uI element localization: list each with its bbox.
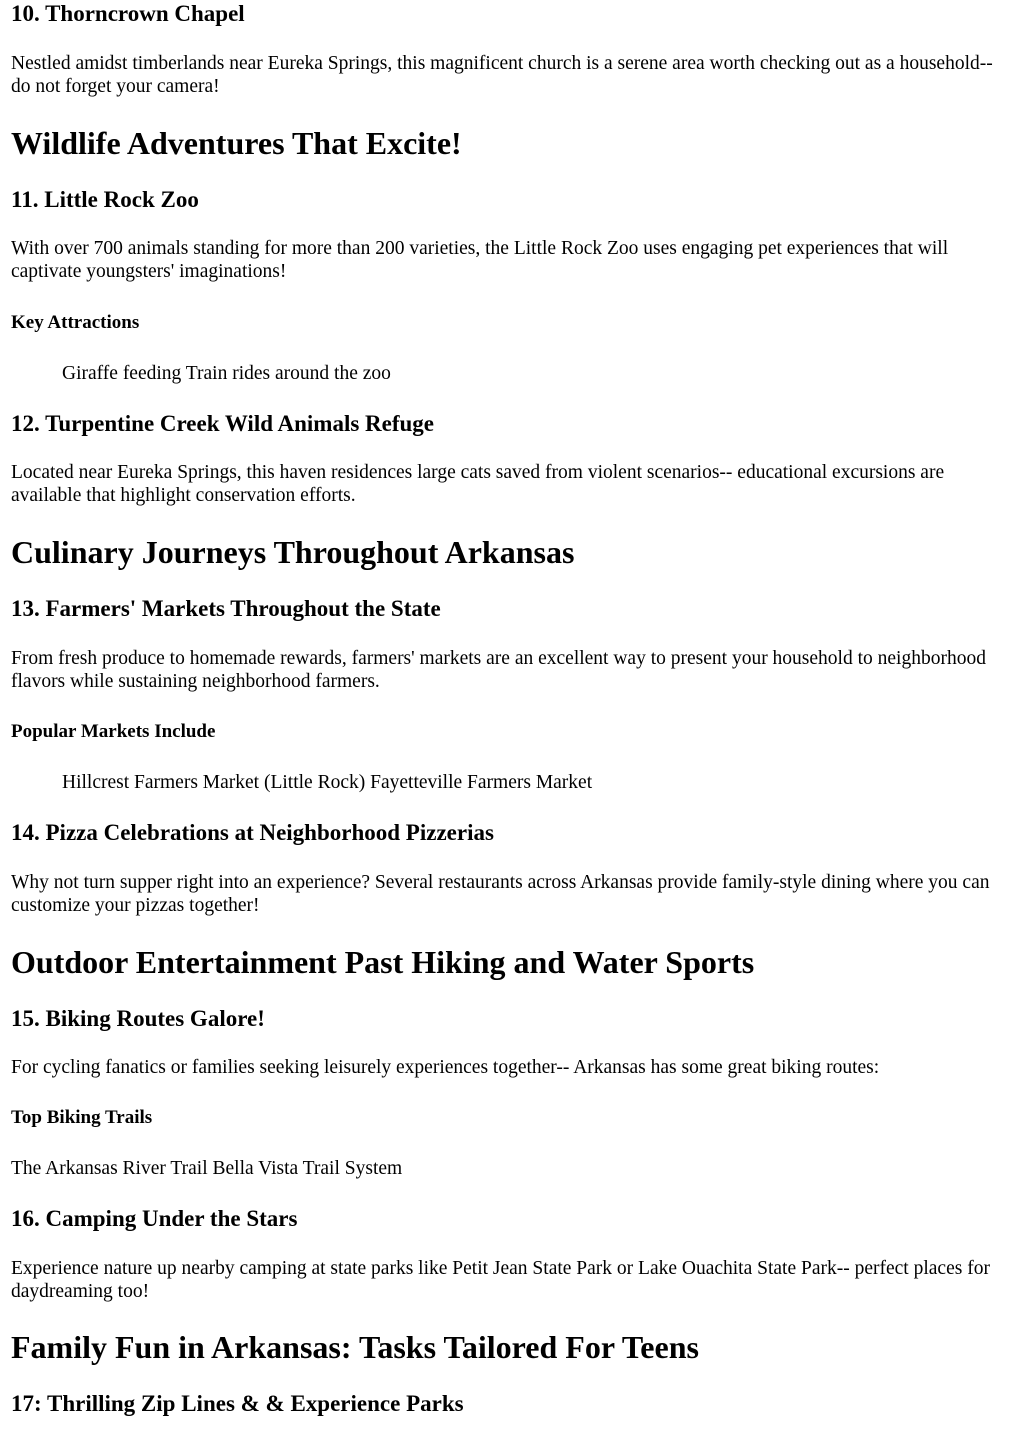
heading-top-biking-trails: Top Biking Trails: [11, 1107, 153, 1128]
paragraph-little-rock-zoo: With over 700 animals standing for more than 200 varieties, the Little Rock Zoo uses engaging pet experiences that will captivate youngsters' imaginations!: [11, 238, 949, 282]
heading-biking-routes: 15. Biking Routes Galore!: [11, 1006, 265, 1031]
list-popular-markets: Hillcrest Farmers Market (Little Rock) Fayetteville Farmers Market: [62, 772, 593, 793]
paragraph-thorncrown-chapel: Nestled amidst timberlands near Eureka Springs, this magnificent church is a serene area worth checking out as a household-- do not forget your camera!: [11, 53, 993, 97]
heading-pizza-celebrations: 14. Pizza Celebrations at Neighborhood Pizzerias: [11, 820, 494, 845]
heading-zip-lines: 17: Thrilling Zip Lines & & Experience Parks: [11, 1391, 464, 1416]
heading-culinary-journeys: Culinary Journeys Throughout Arkansas: [11, 534, 575, 570]
heading-key-attractions: Key Attractions: [11, 312, 140, 333]
heading-turpentine-creek: 12. Turpentine Creek Wild Animals Refuge: [11, 411, 435, 436]
heading-thorncrown-chapel: 10. Thorncrown Chapel: [11, 1, 245, 26]
heading-little-rock-zoo: 11. Little Rock Zoo: [11, 187, 199, 212]
paragraph-pizza-celebrations: Why not turn supper right into an experience? Several restaurants across Arkansas provide family-style dining where you can customize your pizzas together!: [11, 872, 990, 916]
paragraph-turpentine-creek: Located near Eureka Springs, this haven residences large cats saved from violent scenarios-- educational excursions are available that highlight conservation efforts.: [11, 462, 945, 506]
heading-outdoor-entertainment: Outdoor Entertainment Past Hiking and Water Sports: [11, 944, 755, 980]
paragraph-farmers-markets: From fresh produce to homemade rewards, farmers' markets are an excellent way to present your household to neighborhood flavors while sustaining neighborhood farmers.: [11, 648, 986, 692]
heading-popular-markets: Popular Markets Include: [11, 721, 216, 742]
list-top-biking-trails: The Arkansas River Trail Bella Vista Trail System: [11, 1158, 403, 1179]
heading-family-fun-teens: Family Fun in Arkansas: Tasks Tailored For Teens: [11, 1329, 699, 1365]
heading-farmers-markets: 13. Farmers' Markets Throughout the State: [11, 596, 441, 621]
heading-camping: 16. Camping Under the Stars: [11, 1206, 298, 1231]
paragraph-camping: Experience nature up nearby camping at state parks like Petit Jean State Park or Lake Ouachita State Park-- perfect places for daydreaming too!: [11, 1258, 990, 1302]
paragraph-biking-routes: For cycling fanatics or families seeking leisurely experiences together-- Arkansas has some great biking routes:: [11, 1057, 880, 1078]
heading-wildlife-adventures: Wildlife Adventures That Excite!: [11, 125, 462, 161]
list-key-attractions: Giraffe feeding Train rides around the zoo: [62, 363, 391, 384]
